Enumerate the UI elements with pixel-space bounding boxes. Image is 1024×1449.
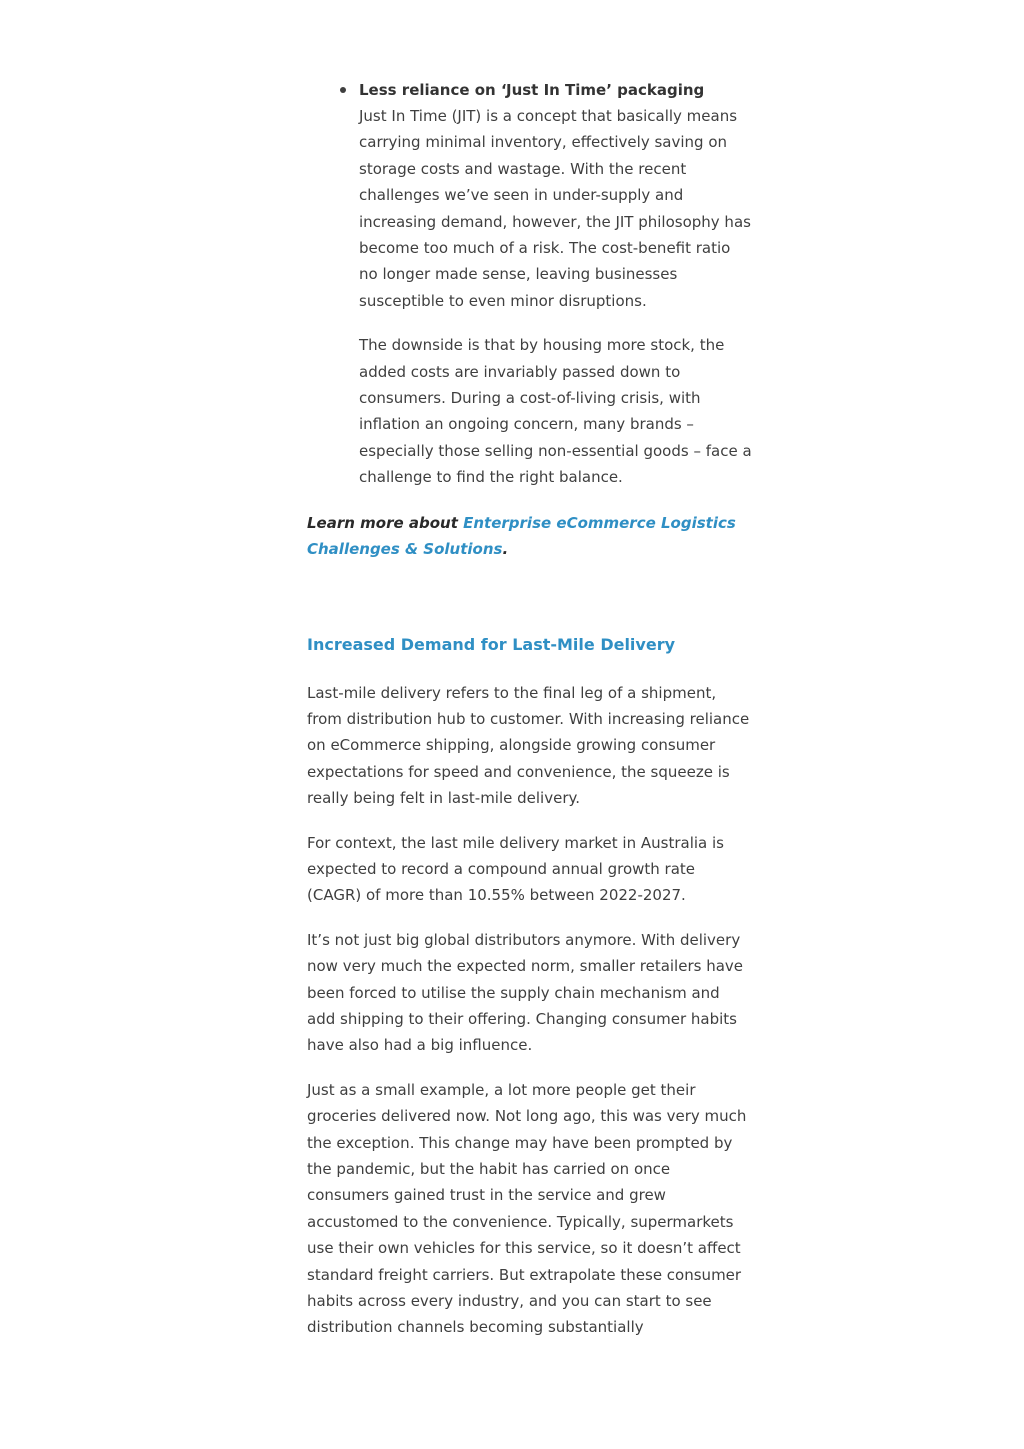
learn-more-link[interactable]: Enterprise eCommerce Logistics Challenges & Solutions — [307, 513, 736, 559]
learn-more-line — [307, 510, 752, 563]
paragraph: For context, the last mile delivery market in Australia is expected to record a compound annual growth rate (CAGR) of more than 10.55% between 2022-2027. — [307, 833, 724, 905]
learn-more-suffix: . — [502, 540, 509, 559]
bullet-paragraph: The downside is that by housing more stock, the added costs are invariably passed down to consumers. During a cost-of-living crisis, with inflation an ongoing concern, many brands – especially those selling non-essential goods – face a challenge to find the right balance. — [359, 336, 752, 487]
section-heading: Increased Demand for Last-Mile Delivery — [307, 634, 676, 654]
bullet-list — [307, 78, 752, 491]
learn-more-prefix: Learn more about — [307, 513, 464, 532]
section-body — [307, 680, 752, 1341]
bullet-title: Less reliance on ‘Just In Time’ packaging — [359, 81, 705, 99]
paragraph: Last-mile delivery refers to the final leg of a shipment, from distribution hub to customer. With increasing reliance on eCommerce shipping, alongside growing consumer expectations for speed and convenience, the squeeze is really being felt in last-mile delivery. — [307, 683, 750, 808]
paragraph: Just as a small example, a lot more people get their groceries delivered now. Not long ago, this was very much the exception. This change may have been prompted by the pandemic, but the habit has carried on once consumers gained trust in the service and grew accustomed to the convenience. Typically, supermarkets use their own vehicles for this service, so it doesn’t affect standard freight carriers. But extrapolate these consumer habits across every industry, and you can start to see distribution channels becoming substantially — [307, 1080, 747, 1337]
bullet-paragraph: Just In Time (JIT) is a concept that basically means carrying minimal inventory, effectively saving on storage costs and wastage. With the recent challenges we’ve seen in under-supply and increasing demand, however, the JIT philosophy has become too much of a risk. The cost-benefit ratio no longer made sense, leaving businesses susceptible to even minor disruptions. — [359, 107, 751, 310]
article-column — [307, 78, 752, 1341]
bullet-dot-icon — [340, 87, 346, 93]
list-item — [307, 78, 752, 491]
paragraph: It’s not just big global distributors anymore. With delivery now very much the expected norm, smaller retailers have been forced to utilise the supply chain mechanism and add shipping to their offering. Changing consumer habits have also had a big influence. — [307, 930, 744, 1055]
